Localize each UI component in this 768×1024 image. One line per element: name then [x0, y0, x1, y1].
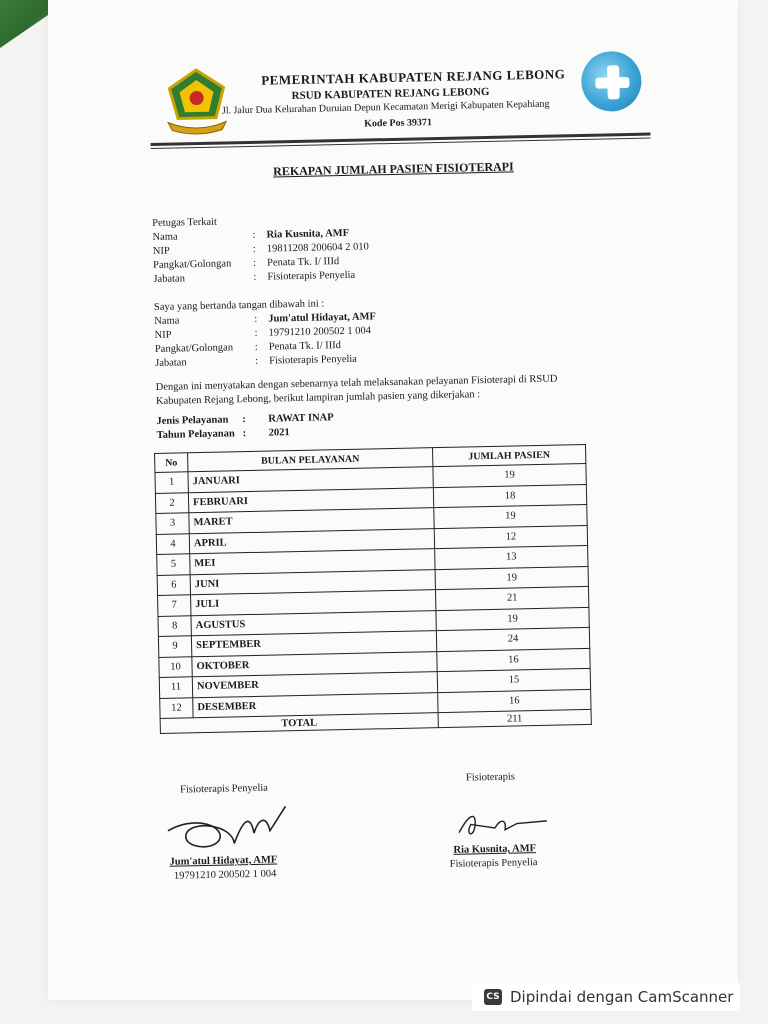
petugas-section	[152, 212, 369, 287]
petugas-row-nama: Nama : Ria Kusnita, AMF	[152, 227, 350, 243]
table-row: 5 MEI 13	[157, 545, 588, 575]
signer-section	[154, 296, 377, 371]
signer-row-pangkat: Pangkat/Golongan : Penata Tk. I/ IIId	[154, 340, 342, 355]
statement-line-1: Dengan ini menyatakan dengan sebenarnya telah melaksanakan pelayanan Fisioterapi di RSUD	[155, 373, 558, 393]
table-row: 11 NOVEMBER 15	[159, 668, 590, 698]
service-info	[156, 411, 334, 443]
petugas-row-pangkat: Pangkat/Golongan : Penata Tk. I/ IIId	[153, 256, 340, 271]
camscanner-text: Dipindai dengan CamScanner	[510, 988, 734, 1006]
table-row: 9 SEPTEMBER 24	[158, 627, 589, 657]
table-row: 6 JUNI 19	[157, 566, 588, 596]
signer-heading: Saya yang bertanda tangan dibawah ini :	[153, 298, 325, 313]
document-page	[48, 0, 738, 1000]
header-bulan: BULAN PELAYANAN	[188, 448, 433, 472]
header-postcode: Kode Pos 39371	[364, 117, 433, 130]
header-address: Jl. Jalur Dua Kelurahan Duruian Depun Kecamatan Merigi Kabupaten Kepahiang	[221, 98, 550, 117]
right-signer-position: Fisioterapis Penyelia	[449, 857, 538, 870]
table-total-row: TOTAL 211	[160, 709, 591, 733]
signer-row-nip: NIP : 19791210 200502 1 004	[154, 325, 372, 341]
signer-row-jabatan: Jabatan : Fisioterapis Penyelia	[155, 353, 358, 369]
petugas-row-nip: NIP : 19811208 200604 2 010	[152, 241, 369, 257]
table-row: 12 DESEMBER 16	[160, 689, 591, 719]
header-government: PEMERINTAH KABUPATEN REJANG LEBONG	[261, 66, 566, 88]
header-no: No	[155, 453, 188, 473]
petugas-heading: Petugas Terkait	[152, 216, 218, 230]
left-signer-name: Jum'atul Hidayat, AMF	[169, 854, 278, 868]
table-row: 8 AGUSTUS 19	[158, 607, 589, 637]
table-row: 7 JULI 21	[158, 586, 589, 616]
document-title: REKAPAN JUMLAH PASIEN FISIOTERAPI	[273, 159, 514, 179]
right-signature-mark	[454, 803, 555, 841]
service-year-row: Tahun Pelayanan : 2021	[156, 427, 290, 441]
table-row: 10 OKTOBER 16	[159, 648, 590, 678]
service-type-row: Jenis Pelayanan : RAWAT INAP	[156, 412, 334, 427]
regency-crest-icon	[161, 65, 232, 136]
table-row: 4 APRIL 12	[156, 525, 587, 555]
header-hospital: RSUD KABUPATEN REJANG LEBONG	[291, 85, 490, 103]
camscanner-icon: CS	[484, 989, 502, 1005]
right-signer-name: Ria Kusnita, AMF	[453, 843, 537, 856]
table-row: 3 MARET 19	[156, 504, 587, 534]
statement	[156, 373, 558, 409]
camscanner-watermark	[472, 983, 740, 1011]
right-signature-role: Fisioterapis	[465, 771, 516, 784]
signer-row-nama: Nama : Jum'atul Hidayat, AMF	[154, 311, 377, 327]
left-signature-mark	[161, 802, 292, 855]
table-row: 2 FEBRUARI 18	[155, 484, 586, 514]
statement-line-2: Kabupaten Rejang Lebong, berikut lampiran jumlah pasien yang dikerjakan :	[155, 389, 481, 407]
hospital-logo-icon	[581, 51, 642, 112]
left-signature-role: Fisioterapis Penyelia	[180, 782, 268, 796]
header-jumlah: JUMLAH PASIEN	[433, 444, 586, 466]
left-signer-nip: 19791210 200502 1 004	[173, 868, 277, 882]
table-row: 1 JANUARI 19	[155, 463, 586, 493]
petugas-row-jabatan: Jabatan : Fisioterapis Penyelia	[153, 269, 356, 285]
patient-table	[154, 444, 592, 734]
